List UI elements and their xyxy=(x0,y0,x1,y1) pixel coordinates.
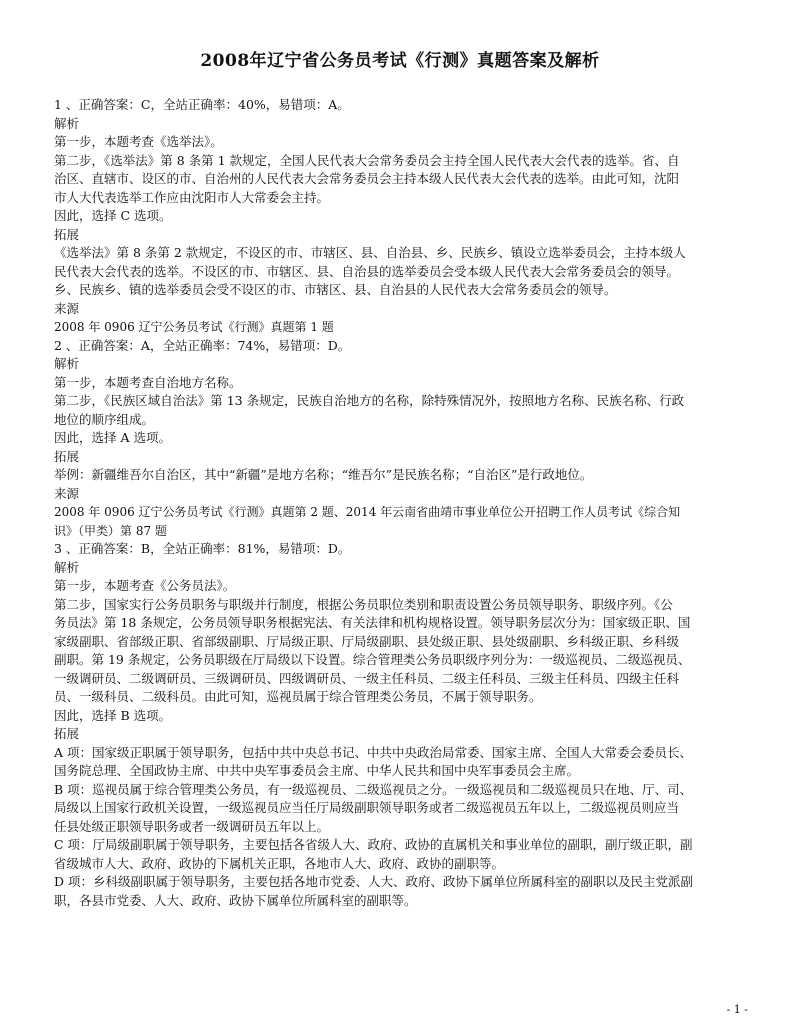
section-heading: 拓展 xyxy=(54,226,80,242)
page-title: 2008年辽宁省公务员考试《行测》真题答案及解析 xyxy=(200,51,600,71)
body-line: 局级以上国家行政机关设置，一级巡视员应当任厅局级副职领导职务或者二级巡视员五年以上，二级巡视员则应当 xyxy=(54,800,680,815)
answer-line: 1 、正确答案：C，全站正确率：40%，易错项：A。 xyxy=(54,97,350,112)
body-line: 因此，选择 B 选项。 xyxy=(54,707,172,723)
source-line: 2008 年 0906 辽宁公务员考试《行测》真题第 2 题、2014 年云南省曲靖市事业单位公开招聘工作人员考试《综合知 xyxy=(54,505,681,519)
body-line: 治区、直辖市、设区的市、自治州的人民代表大会常务委员会主持本级人民代表大会代表的选举。由此可知，沈阳 xyxy=(54,171,680,186)
source-line: 识》（甲类）第 87 题 xyxy=(54,523,167,538)
section-heading: 拓展 xyxy=(54,448,80,464)
body-line: 员、一级科员、二级科员。由此可知，巡视员属于综合管理类公务员，不属于领导职务。 xyxy=(54,689,542,704)
body-line: 举例：新疆维吾尔自治区，其中“新疆”是地方名称；“维吾尔”是民族名称；“自治区”是行政地位。 xyxy=(54,467,593,482)
body-line: 职，各县市党委、人大、政府、政协下属单位所属科室的副职等。 xyxy=(54,892,417,908)
body-line: 一级调研员、二级调研员、三级调研员、四级调研员、一级主任科员、二级主任科员、三级主任科员、四级主任科 xyxy=(54,670,680,686)
body-line: D 项：乡科级副职属于领导职务，主要包括各地市党委、人大、政府、政协下属单位所属科室的副职以及民主党派副 xyxy=(54,874,693,889)
source-line: 2008 年 0906 辽宁公务员考试《行测》真题第 1 题 xyxy=(54,320,334,334)
body-line: C 项：厅局级副职属于领导职务，主要包括各省级人大、政府、政协的直属机关和事业单位的副职，副厅级正职，副 xyxy=(54,837,693,852)
body-line: 第二步，《民族区域自治法》第 13 条规定，民族自治地方的名称，除特殊情况外，按照地方名称、民族名称、行政 xyxy=(54,393,685,408)
body-line: 地位的顺序组成。 xyxy=(54,411,155,427)
section-heading: 解析 xyxy=(54,356,80,371)
body-line: 第一步，本题考查自治地方名称。 xyxy=(54,374,242,390)
body-line: 第一步，本题考查《公务员法》。 xyxy=(54,578,236,593)
body-line: 乡、民族乡、镇的选举委员会受不设区的市、市辖区、县、自治县的人民代表大会常务委员会的领导。 xyxy=(54,282,617,297)
answer-line: 2 、正确答案：A，全站正确率：74%，易错项：D。 xyxy=(54,337,351,353)
body-line: 第二步，国家实行公务员职务与职级并行制度，根据公务员职位类别和职责设置公务员领导职务、职级序列。《公 xyxy=(54,596,673,612)
body-line: 任县处级正职领导职务或者一级调研员五年以上。 xyxy=(54,818,330,834)
body-line: 因此，选择 A 选项。 xyxy=(54,430,171,445)
body-line: 家级副职、省部级正职、省部级副职、厅局级正职、厅局级副职、县处级正职、县处级副职、乡科级正职、乡科级 xyxy=(54,633,680,649)
answer-line: 3 、正确答案：B，全站正确率：81%，易错项：D。 xyxy=(54,541,351,556)
document-body xyxy=(54,96,754,910)
section-heading: 来源 xyxy=(54,300,80,316)
body-line: A 项：国家级正职属于领导职务，包括中共中央总书记、中共中央政治局常委、国家主席、全国人大常委会委员长、 xyxy=(54,744,693,760)
body-line: 国务院总理、全国政协主席、中共中央军事委员会主席、中华人民共和国中央军事委员会主席。 xyxy=(54,763,580,778)
section-heading: 解析 xyxy=(54,559,80,575)
page-number: - 1 - xyxy=(726,1003,748,1016)
section-heading: 拓展 xyxy=(54,726,80,741)
body-line: 第一步，本题考查《选举法》。 xyxy=(54,134,223,149)
section-heading: 来源 xyxy=(54,485,80,501)
body-line: 市人大代表选举工作应由沈阳市人大常委会主持。 xyxy=(54,189,330,205)
body-line: 副职。第 19 条规定，公务员职级在厅局级以下设置。综合管理类公务员职级序列分为：一级巡视员、二级巡视员、 xyxy=(54,652,691,667)
body-line: 民代表大会代表的选举。不设区的市、市辖区、县、自治县的选举委员会受本级人民代表大会常务委员会的领导。 xyxy=(54,263,680,279)
body-line: 《选举法》第 8 条第 2 款规定，不设区的市、市辖区、县、自治县、乡、民族乡、镇设立选举委员会，主持本级人 xyxy=(54,245,686,260)
body-line: 因此，选择 C 选项。 xyxy=(54,208,172,223)
body-line: 第二步，《选举法》第 8 条第 1 款规定，全国人民代表大会常务委员会主持全国人民代表大会代表的选举。省、自 xyxy=(54,152,680,168)
body-line: 省级城市人大、政府、政协的下属机关正职，各地市人大、政府、政协的副职等。 xyxy=(54,855,505,871)
body-line: 务员法》第 18 条规定，公务员领导职务根据宪法、有关法律和机构规格设置。领导职务层次分为：国家级正职、国 xyxy=(54,615,691,630)
body-line: B 项：巡视员属于综合管理类公务员，有一级巡视员、二级巡视员之分。一级巡视员和二级巡视员只在地、厅、司、 xyxy=(54,781,693,797)
section-heading: 解析 xyxy=(54,115,80,131)
